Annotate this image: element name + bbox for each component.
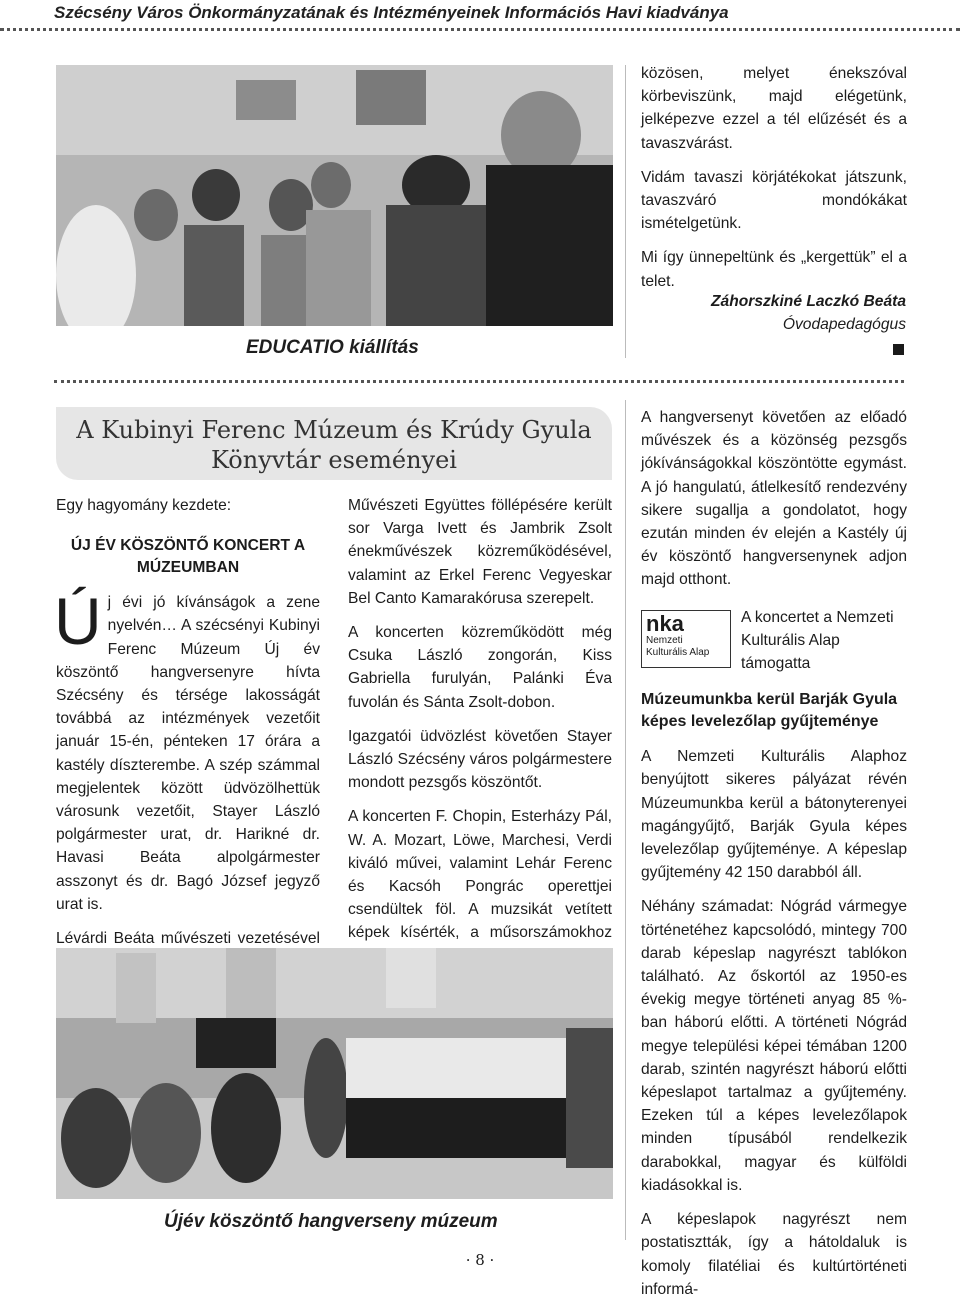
author-block (640, 290, 906, 336)
top-photo-caption: EDUCATIO kiállítás (246, 337, 419, 358)
concert-photo-image (56, 948, 613, 1199)
paragraph: Néhány számadat: Nógrád vármegye történetéhez kapcsolódó, mintegy 700 darab képeslap nagyrészt tablókon található. Az őskortól az 1950-es évekig megye történeti anyag 85 %-ban háború előtti. A történeti Nógrád megye települési képei témában 1200 darab, szintén nagyrészt háború előtti képeslapot tartalmaz a gyűjtemény. Ezeken túl a képes levelezőlapok minden típusából rendelkezik darabokkal, magyar és külföldi kiadásokkal is. (641, 898, 907, 1194)
article-column-3 (641, 406, 907, 1312)
drop-cap: Ú (54, 584, 102, 659)
article-column-2 (348, 494, 612, 979)
collection-heading: Múzeumunkba kerül Barják Gyula képes levelezőlap gyűjteménye (641, 691, 898, 731)
nka-logo-mark: nka (646, 610, 684, 636)
page-number: · 8 · (465, 1251, 495, 1269)
article-title-line: Könyvtár eseményei (211, 446, 457, 474)
nka-logo-line: Nemzeti (646, 634, 683, 646)
column-divider (625, 400, 626, 1240)
nka-support-block (641, 606, 907, 676)
paragraph: Lévárdi Beáta művészeti vezetésével (56, 930, 320, 948)
nka-support-text: A koncertet a Nemzeti Kulturális Alap támogatta (741, 608, 894, 673)
article-title-box (56, 407, 612, 480)
section-divider (54, 380, 904, 383)
author-name: Záhorszkiné Laczkó Beáta (711, 293, 906, 310)
article-title (56, 415, 612, 475)
paragraph: A hangversenyt követően az előadó művészek és a közönség pezsgős jókívánságokkal köszöntötte egymást. A jó hangulatú, átlelkesítő rendezvény sikere sugallja a gondolatot, hogy ezután minden év elején a Kastély új év köszöntő hangversenynek adjon majd otthont. (641, 409, 907, 589)
intro-text: Egy hagyomány kezdete: (56, 497, 232, 514)
subheading-line: MÚZEUMBAN (136, 559, 240, 577)
paragraph: Igazgatói üdvözlést követően Stayer László Szécsény város polgármestere mondott pezsgős köszöntőt. (348, 727, 612, 792)
paragraph: közösen, melyet énekszóval körbeviszünk, majd elégetünk, jelképezve ezzel a tél elűzését és a tavaszvárást. (641, 65, 907, 152)
paragraph: A képeslapok nagyrészt nem postatisztták, így a hátoldaluk is komoly filatéliai és kultúrtörténeti informá- (641, 1211, 907, 1298)
paragraph: A koncerten közreműködött még Csuka László zongorán, Kiss Gabriella furulyán, Palánki Éva fuvolán és Sánta Zsolt-dobon. (348, 624, 612, 711)
author-role: Óvodapedagógus (782, 316, 906, 333)
article-title-line: A Kubinyi Ferenc Múzeum és Krúdy Gyula (76, 416, 592, 444)
publication-header-title: Szécsény Város Önkormányzatának és Intézményeinek Információs Havi kiadványa (54, 3, 729, 22)
paragraph: A Nemzeti Kulturális Alaphoz benyújtott sikeres pályázat révén Múzeumunkba kerül a bátonyterenyei magángyűjtő, Barják Gyula képes levelezőlap gyűjteménye. A képeslap gyűjtemény 42 150 darabból áll. (641, 748, 907, 882)
paragraph: Művészeti Együttes föllépésére került sor Varga Ivett és Jambrik Zsolt énekművészek közreműködésével, valamint az Erkel Ferenc Vegyeskar Bel Canto Kamarakórusa szerepelt. (348, 497, 612, 607)
paragraph (54, 584, 320, 916)
article-column-1 (56, 494, 320, 1008)
top-right-text (641, 62, 907, 297)
header-divider (0, 28, 960, 31)
paragraph: Vidám tavaszi körjátékokat játszunk, tavaszváró mondókákat ismételgetünk. (641, 168, 907, 233)
bottom-photo-caption: Újév köszöntő hangverseny múzeum (164, 1211, 498, 1232)
paragraph-text: j évi jó kívánságok a zene nyelvén… A szécsényi Kubinyi Ferenc Múzeum Új év köszöntő hangversenyre hívta Szécsény és térsége lakosságát továbbá az intézmények vezetőit január 15-én, pénteken 17 órára a kastély díszterembe. A szép számmal megjelentek között üdvözölhettük városunk vezetőit, Stayer László polgármester urat, dr. Harikné dr. Havasi Beáta alpolgármester asszonyt és dr. Bagó József jegyző urat is. (56, 594, 320, 913)
nka-logo (641, 610, 731, 668)
paragraph: A koncerten F. Chopin, Esterházy Pál, W. A. Mozart, Löwe, Marchesi, Verdi kiváló művei, valamint Lehár Ferenc és Kacsóh Pongrác operettjei csendültek föl. A muzsikát vetített képek kísérték, a műsorszámokhoz (348, 808, 612, 942)
end-mark-icon (893, 344, 904, 355)
concert-photo (56, 948, 613, 1199)
paragraph: Mi így ünnepeltünk és „kergettük” el a telet. (641, 249, 907, 290)
nka-logo-line: Kulturális Alap (646, 646, 710, 658)
subheading-line: ÚJ ÉV KÖSZÖNTŐ KONCERT A (70, 537, 306, 555)
children-photo (56, 65, 613, 326)
column-divider (625, 65, 626, 358)
concert-subheading (56, 535, 320, 579)
children-photo-image (56, 65, 613, 326)
